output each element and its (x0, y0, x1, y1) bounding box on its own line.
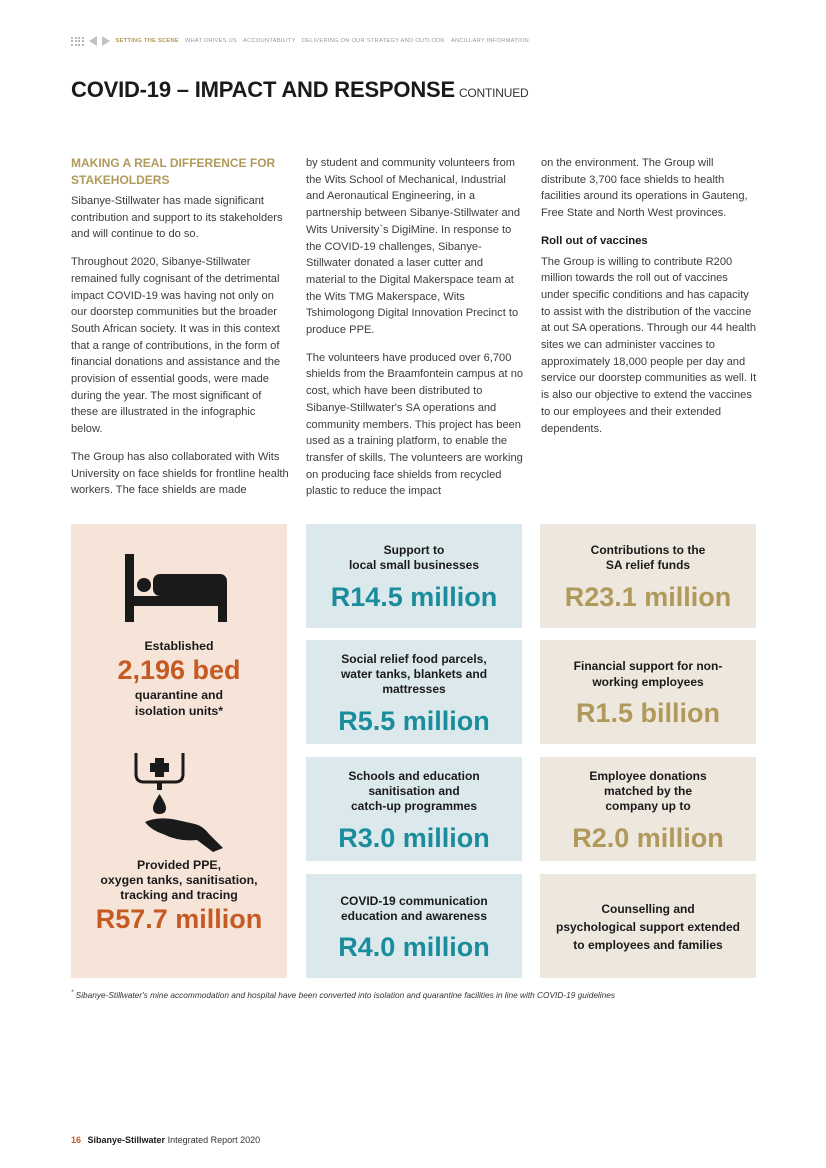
bed-label-bottom-2: isolation units* (134, 704, 224, 718)
company-name: Sibanye-Stillwater (87, 1135, 166, 1145)
card-label: mattresses (382, 682, 446, 696)
card-label: education and awareness (340, 909, 488, 923)
paragraph: by student and community volunteers from the Wits School of Mechanical, Industrial and Aeronautical Engineering, in a partnership between Sibanye-Stillwater and Wits University`s DigiMine. In response to the COVID-19 challenges, Sibanye-Stillwater donated a laser cutter and material to the Digital Makerspace team at the Wits TMG Makerspace, Wits Tshimologong Digital Innovation Precinct to produce PPE. (306, 157, 520, 337)
page-title-suffix: CONTINUED (458, 86, 529, 100)
page-title (71, 77, 529, 103)
card-value: R3.0 million (338, 823, 490, 853)
card-label: local small businesses (348, 558, 480, 572)
card-relief-funds (540, 524, 756, 628)
card-label: to employees and families (573, 938, 723, 952)
nav-link-what-drives-us[interactable]: WHAT DRIVES US (184, 38, 237, 44)
card-label: Schools and education (348, 769, 480, 783)
card-label: catch-up programmes (350, 799, 478, 813)
card-label: Counselling and (601, 902, 695, 916)
card-communication (306, 874, 522, 978)
previous-page-icon[interactable] (89, 36, 97, 46)
card-label: Support to (383, 543, 445, 557)
text-column-3 (541, 155, 759, 448)
ppe-label-2: oxygen tanks, sanitisation, (100, 873, 258, 887)
nav-icons (71, 36, 110, 46)
text-column-1 (71, 155, 289, 510)
card-label: SA relief funds (605, 558, 691, 572)
footnote-mark: * (71, 990, 74, 997)
card-value: R4.0 million (338, 932, 490, 962)
ppe-label-1: Provided PPE, (136, 858, 222, 872)
card-employee-donations (540, 757, 756, 861)
page-number: 16 (71, 1135, 82, 1145)
paragraph: The Group is willing to contribute R200 million towards the roll out of vaccines under specific conditions and has capacity to assist with the distribution of the vaccine at out SA operations. Through our 44 health sites we can administer vaccines to approximately 18,000 people per day and service our doorstep communities as well. It is also our objective to extend the vaccines to our employees and their extended dependents. (541, 255, 757, 435)
card-label: Employee donations (589, 769, 707, 783)
paragraph: on the environment. The Group will distribute 3,700 face shields to health facilities around its operations in Gauteng, Free State and North West provinces. (541, 157, 748, 220)
card-label: COVID-19 communication (340, 894, 488, 908)
card-value: R5.5 million (338, 706, 490, 736)
card-non-working-employees (540, 640, 756, 744)
card-label: matched by the (603, 784, 693, 798)
card-value: R1.5 billion (575, 698, 721, 728)
card-value: R14.5 million (330, 582, 498, 612)
grid-menu-icon[interactable] (71, 37, 84, 46)
paragraph: Throughout 2020, Sibanye-Stillwater remained fully cognisant of the detrimental impact COVID-19 was having not only on our doorstep communities but the broader South African society. It was in this context that a range of contributions, in the form of financial donations and assistance and the provision of essential goods, were made during the year. The most significant of these are illustrated in the infographic below. (71, 256, 281, 436)
nav-link-accountability[interactable]: ACCOUNTABILITY (243, 38, 296, 44)
section-heading: MAKING A REAL DIFFERENCE FOR STAKEHOLDERS (71, 156, 276, 187)
ppe-label-3: tracking and tracing (120, 888, 238, 902)
card-small-businesses (306, 524, 522, 628)
next-page-icon[interactable] (102, 36, 110, 46)
report-name: Integrated Report 2020 (167, 1135, 261, 1145)
card-label: working employees (592, 675, 704, 689)
nav-link-ancillary[interactable]: ANCILLARY INFORMATION (450, 38, 529, 44)
footnote (71, 990, 615, 1000)
card-counselling (540, 874, 756, 978)
card-schools (306, 757, 522, 861)
card-label: water tanks, blankets and (340, 667, 488, 681)
paragraph: The volunteers have produced over 6,700 shields from the Braamfontein campus at no cost, which have been distributed to Sibanye-Stillwater's SA operations and community members. This project has been used as a training platform, to enable the transfer of skills. The volunteers are working on producing face shields from recycled plastic to reduce the impact (306, 351, 524, 498)
sanitiser-hand-icon (133, 750, 225, 852)
bed-label-bottom-1: quarantine and (134, 688, 224, 702)
top-navigation (71, 35, 529, 47)
page-footer (71, 1135, 260, 1145)
card-label: psychological support extended (555, 920, 741, 934)
card-label: Social relief food parcels, (341, 652, 487, 666)
card-value: R23.1 million (564, 582, 732, 612)
vaccines-heading: Roll out of vaccines (541, 234, 648, 247)
nav-link-setting-the-scene[interactable]: SETTING THE SCENE (115, 38, 179, 44)
bed-value: 2,196 bed (117, 655, 241, 685)
card-label: sanitisation and (368, 784, 460, 798)
page-title-main: COVID-19 – IMPACT AND RESPONSE (71, 77, 455, 102)
nav-link-delivering[interactable]: DELIVERING ON OUR STRATEGY AND OUTLOOK (301, 38, 445, 44)
card-label: Financial support for non- (573, 659, 723, 673)
footnote-text: Sibanye-Stillwater's mine accommodation and hospital have been converted into isolation and quarantine facilities in line with COVID-19 guidelines (75, 990, 615, 1000)
card-food-parcels (306, 640, 522, 744)
bed-icon (125, 554, 227, 622)
card-label: Contributions to the (590, 543, 706, 557)
card-value: R2.0 million (572, 823, 724, 853)
nav-links (116, 38, 529, 44)
text-column-2 (306, 155, 524, 511)
paragraph: Sibanye-Stillwater has made significant contribution and support to its stakeholders and will continue to do so. (71, 195, 283, 241)
card-label: company up to (605, 799, 691, 813)
paragraph: The Group has also collaborated with Wits University on face shields for frontline health workers. The face shields are made (71, 450, 289, 497)
ppe-value: R57.7 million (95, 904, 263, 934)
bed-label-top: Established (144, 639, 214, 653)
infographic-health-panel (71, 524, 287, 978)
